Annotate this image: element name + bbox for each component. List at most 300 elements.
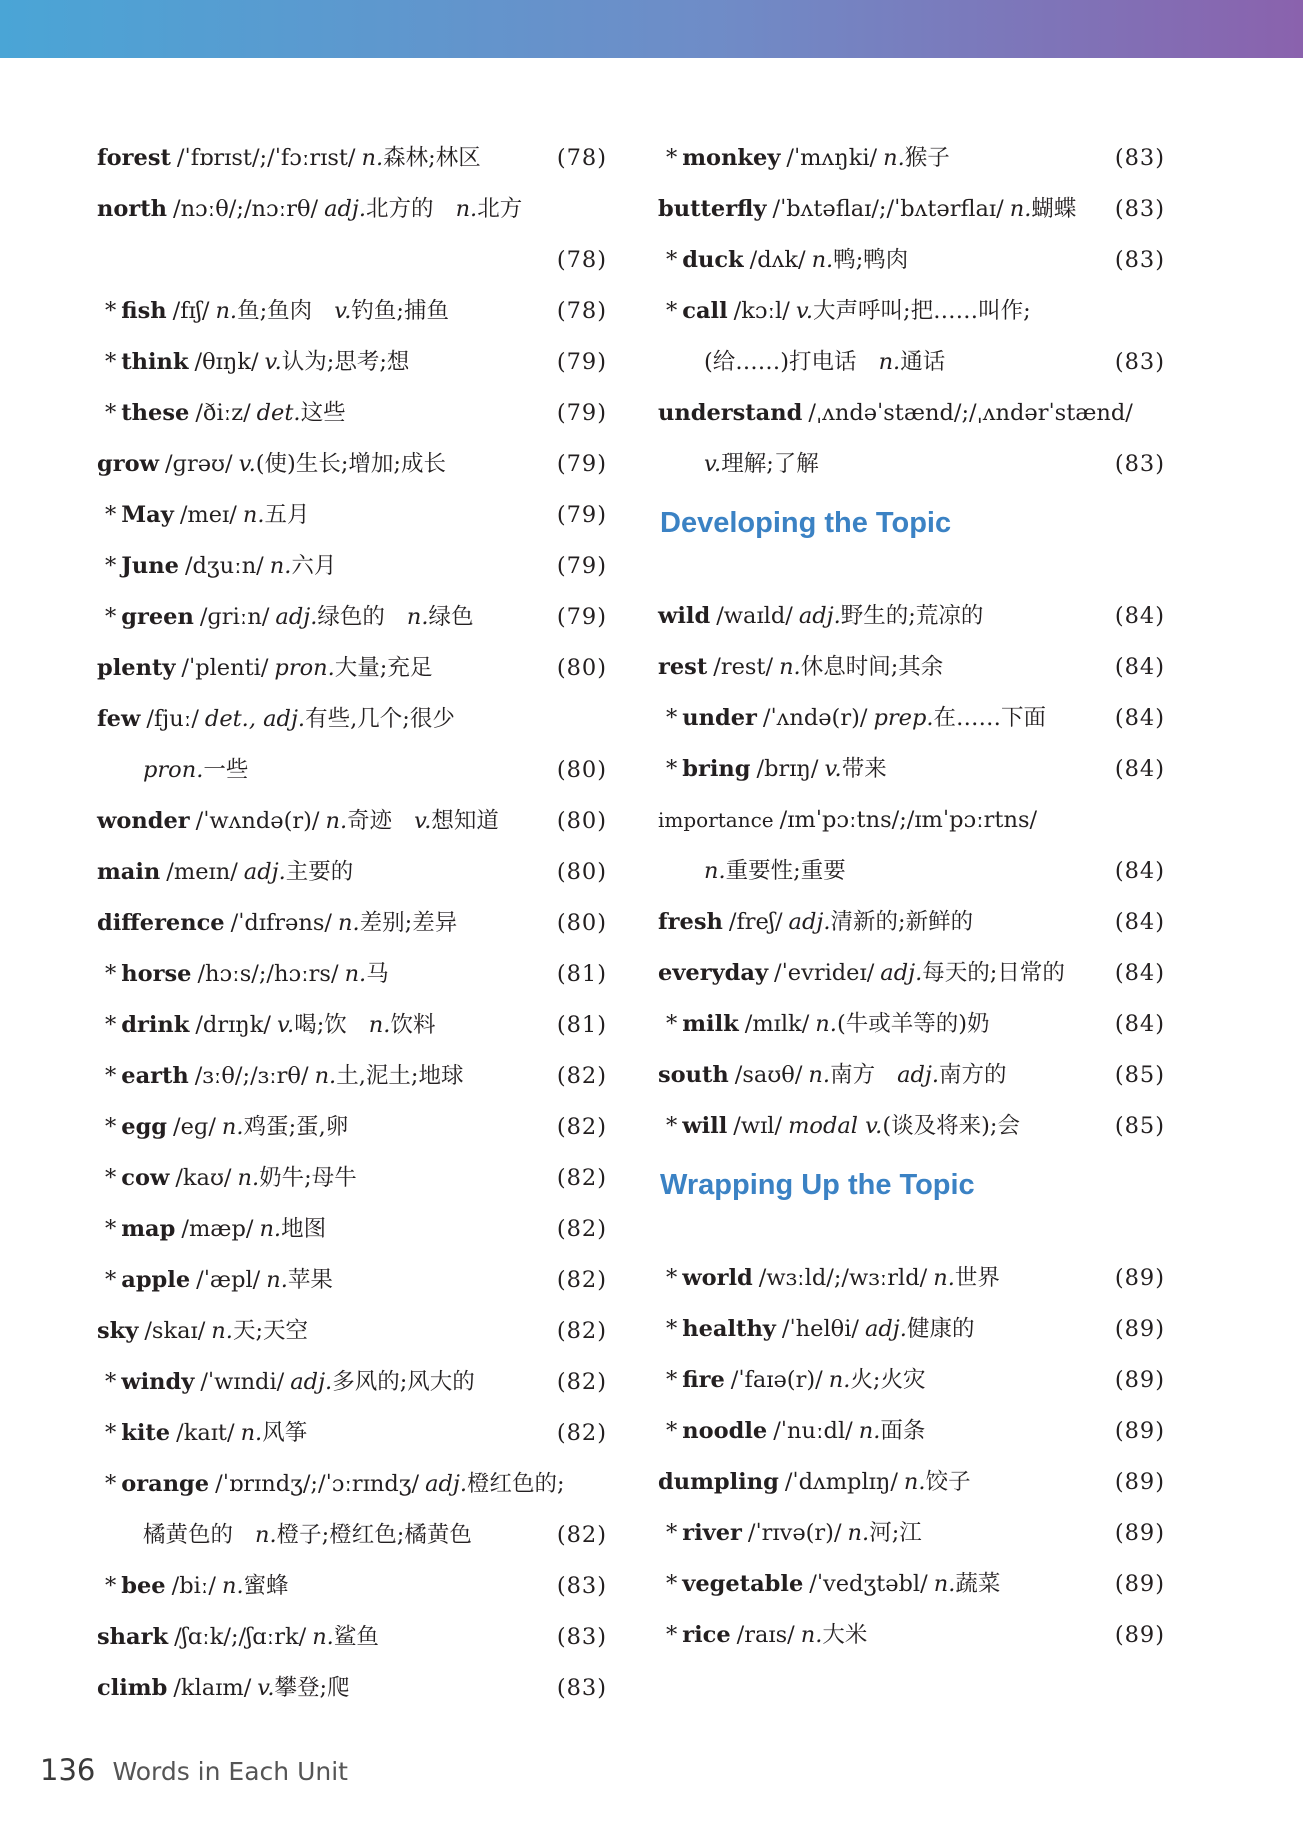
page-reference: (80) [556, 655, 607, 681]
vocab-entry [97, 439, 607, 490]
phonetic: /fɪʃ/ [172, 298, 210, 324]
page-reference: (80) [556, 757, 607, 783]
vocab-entry [97, 1306, 607, 1357]
phonetic: /ˈevrideɪ/ [774, 960, 875, 986]
phonetic: /ˈdɪfrəns/ [230, 910, 332, 936]
page-reference: (89) [1114, 1316, 1165, 1342]
page-reference: (79) [556, 502, 607, 528]
page-reference: (84) [1114, 960, 1165, 986]
meaning: 野生的;荒凉的 [840, 603, 984, 629]
meaning: 蜜蜂 [243, 1573, 289, 1599]
headword: climb [97, 1675, 168, 1701]
vocab-entry [97, 490, 607, 541]
meaning: 南方的 [939, 1062, 1007, 1088]
entry-text [666, 1304, 974, 1355]
page-reference: (84) [1114, 654, 1165, 680]
entry-text [658, 897, 973, 948]
entry-text [666, 1253, 1000, 1304]
entry-text [105, 1408, 307, 1459]
entry-text [97, 439, 446, 490]
part-of-speech: det. [256, 400, 301, 426]
meaning: 差别;差异 [359, 910, 458, 936]
entry-continuation [658, 337, 1165, 388]
headword: June [121, 553, 179, 579]
entry-continuation [97, 235, 607, 286]
entry-text [97, 1306, 308, 1357]
part-of-speech: adj. [290, 1369, 333, 1395]
star-marker: * [105, 349, 117, 375]
page-footer [40, 1753, 348, 1787]
meaning: 鱼;鱼肉 [237, 298, 313, 324]
headword: these [121, 400, 190, 426]
phonetic: /ʃɑːk/;/ʃɑːrk/ [174, 1624, 307, 1650]
headword: bee [121, 1573, 166, 1599]
headword: wonder [97, 808, 190, 834]
meaning: 绿色 [428, 604, 474, 630]
entry-text [666, 1355, 925, 1406]
headword: shark [97, 1624, 169, 1650]
vocab-entry [97, 337, 607, 388]
page-reference: (82) [556, 1369, 607, 1395]
phonetic: /ˈwʌndə(r)/ [195, 808, 320, 834]
phonetic: /θɪŋk/ [194, 349, 259, 375]
headword: rest [658, 654, 708, 680]
headword: milk [682, 1011, 739, 1037]
vocab-entry [658, 184, 1165, 235]
star-marker: * [666, 1367, 678, 1393]
phonetic: /rest/ [713, 654, 774, 680]
vocab-entry [97, 388, 607, 439]
vocab-entry [97, 1102, 607, 1153]
phonetic: /klaɪm/ [173, 1675, 252, 1701]
star-marker: * [105, 400, 117, 426]
headword: rice [682, 1622, 731, 1648]
part-of-speech: prep. [873, 705, 934, 731]
star-marker: * [105, 1063, 117, 1089]
phonetic: /waɪld/ [716, 603, 793, 629]
page-reference: (78) [556, 298, 607, 324]
vocab-entry [97, 643, 607, 694]
page-reference: (85) [1114, 1113, 1165, 1139]
headword: horse [121, 961, 192, 987]
phonetic: /hɔːs/;/hɔːrs/ [197, 961, 339, 987]
headword: fire [682, 1367, 725, 1393]
page-reference: (83) [556, 1675, 607, 1701]
vocab-entry [97, 286, 607, 337]
page-reference: (89) [1114, 1571, 1165, 1597]
star-marker: * [105, 1114, 117, 1140]
meaning: 大量;充足 [334, 655, 433, 681]
meaning: 六月 [291, 553, 337, 579]
vocab-entry [97, 1357, 607, 1408]
phonetic: /freʃ/ [728, 909, 783, 935]
phonetic: /ˈʌndə(r)/ [762, 705, 868, 731]
entry-text [658, 1457, 971, 1508]
entry-text [105, 1255, 333, 1306]
headword: map [121, 1216, 176, 1242]
phonetic: /ˈfaɪə(r)/ [730, 1367, 823, 1393]
page-number: 136 [40, 1753, 96, 1787]
meaning: 清新的;新鲜的 [830, 909, 974, 935]
part-of-speech: n. [800, 1622, 823, 1648]
part-of-speech: n. [259, 1216, 282, 1242]
phonetic: /eɡ/ [173, 1114, 216, 1140]
meaning: (谈及将来);会 [882, 1113, 1020, 1139]
part-of-speech: n. [1009, 196, 1032, 222]
vocab-entry [658, 642, 1165, 693]
entry-text [105, 1051, 463, 1102]
part-of-speech: n. [338, 910, 360, 936]
headword: think [121, 349, 189, 375]
meaning: 多风的;风大的 [332, 1369, 475, 1395]
headword: plenty [97, 655, 176, 681]
entry-text [666, 286, 1031, 337]
meaning: 猴子 [904, 145, 950, 171]
entry-text [97, 898, 457, 949]
entry-text [97, 133, 481, 184]
meaning: 土,泥土;地球 [336, 1063, 464, 1089]
vocab-entry [658, 999, 1165, 1050]
meaning: 橘黄色的 [143, 1522, 234, 1548]
phonetic: /fjuː/ [146, 706, 199, 732]
star-marker: * [105, 1216, 117, 1242]
part-of-speech: adj. [425, 1471, 468, 1497]
part-of-speech: v. [264, 349, 282, 375]
meaning: 蝴蝶 [1031, 196, 1077, 222]
left-column [97, 133, 607, 1714]
vocab-entry [97, 1612, 607, 1663]
phonetic: /ˌʌndəˈstænd/;/ˌʌndərˈstænd/ [808, 400, 1133, 426]
right-column [658, 133, 1165, 1661]
meaning: 南方 [830, 1062, 876, 1088]
phonetic: /ˈnuːdl/ [773, 1418, 853, 1444]
star-marker: * [666, 1011, 678, 1037]
vocab-entry [97, 1000, 607, 1051]
vocab-entry [658, 1050, 1165, 1101]
part-of-speech: n. [242, 502, 265, 528]
headword: noodle [682, 1418, 768, 1444]
meaning: 北方的 [366, 196, 434, 222]
part-of-speech: adj. [243, 859, 286, 885]
page-reference: (83) [556, 1624, 607, 1650]
phonetic: /biː/ [171, 1573, 216, 1599]
star-marker: * [666, 705, 678, 731]
page-reference: (84) [1114, 705, 1165, 731]
phonetic: /ɜːθ/;/ɜːrθ/ [194, 1063, 309, 1089]
phonetic: /nɔːθ/;/nɔːrθ/ [172, 196, 319, 222]
entry-text [105, 388, 346, 439]
page-reference: (78) [556, 247, 607, 273]
vocab-entry [97, 1408, 607, 1459]
headword: duck [682, 247, 744, 273]
headword: under [682, 705, 757, 731]
phonetic: /drɪŋk/ [195, 1012, 271, 1038]
vocab-entry [658, 1101, 1165, 1152]
phonetic: /meɪ/ [179, 502, 237, 528]
meaning: 鸭;鸭肉 [833, 247, 909, 273]
part-of-speech: n. [933, 1265, 955, 1291]
part-of-speech: n. [255, 1522, 277, 1548]
vocab-entry [97, 847, 607, 898]
headword: will [682, 1113, 728, 1139]
part-of-speech: n. [215, 298, 238, 324]
entry-text [658, 642, 943, 693]
phonetic: /ˈplenti/ [181, 655, 269, 681]
star-marker: * [666, 1113, 678, 1139]
part-of-speech: n. [883, 145, 905, 171]
headword: sky [97, 1318, 139, 1344]
part-of-speech: v. [824, 756, 842, 782]
phonetic: /ɡrəʊ/ [164, 451, 233, 477]
entry-text [97, 847, 353, 898]
page-reference: (89) [1114, 1622, 1165, 1648]
entry-text [143, 1510, 472, 1561]
headword: butterfly [658, 196, 767, 222]
vocab-entry [658, 1508, 1165, 1559]
headword: dumpling [658, 1469, 779, 1495]
meaning: 风筝 [262, 1420, 308, 1446]
entry-text [704, 439, 819, 490]
page-reference: (89) [1114, 1520, 1165, 1546]
star-marker: * [105, 1573, 117, 1599]
vocab-entry [658, 1457, 1165, 1508]
phonetic: /ˈhelθi/ [781, 1316, 859, 1342]
meaning: 主要的 [285, 859, 354, 885]
phonetic: /ˈwɪndi/ [200, 1369, 285, 1395]
part-of-speech: adj. [880, 960, 923, 986]
page-reference: (84) [1114, 1011, 1165, 1037]
star-marker: * [666, 756, 678, 782]
phonetic: /ˈbʌtəflaɪ/;/ˈbʌtərflaɪ/ [772, 196, 1004, 222]
entry-text [666, 744, 887, 795]
star-marker: * [666, 1316, 678, 1342]
vocab-entry [97, 133, 607, 184]
meaning: 绿色的 [317, 604, 385, 630]
headword: grow [97, 451, 159, 477]
meaning: 带来 [841, 756, 887, 782]
vocab-entry [97, 1051, 607, 1102]
part-of-speech: n. [903, 1469, 926, 1495]
vocab-entry [97, 1561, 607, 1612]
meaning: 有些,几个;很少 [305, 706, 455, 732]
star-marker: * [666, 247, 678, 273]
phonetic: /ˈæpl/ [196, 1267, 261, 1293]
entry-text [97, 184, 522, 235]
headword: May [121, 502, 174, 528]
vocab-entry [658, 388, 1165, 439]
vocab-entry [658, 1355, 1165, 1406]
meaning: 北方 [477, 196, 523, 222]
part-of-speech: pron. [143, 757, 204, 783]
headword: everyday [658, 960, 769, 986]
headword: river [682, 1520, 742, 1546]
headword: south [658, 1062, 729, 1088]
part-of-speech: v. [277, 1012, 295, 1038]
page-reference: (79) [556, 553, 607, 579]
meaning: 五月 [264, 502, 310, 528]
phonetic: /ɡriːn/ [199, 604, 270, 630]
part-of-speech: pron. [274, 655, 335, 681]
page-reference: (81) [556, 1012, 607, 1038]
phonetic: /dʒuːn/ [184, 553, 264, 579]
page-reference: (82) [556, 1267, 607, 1293]
vocab-entry [658, 948, 1165, 999]
entry-text [658, 388, 1133, 439]
vocab-entry [658, 1610, 1165, 1661]
page-reference: (84) [1114, 858, 1165, 884]
phonetic: /kaʊ/ [175, 1165, 232, 1191]
meaning: 河;江 [869, 1520, 922, 1546]
entry-text [97, 796, 499, 847]
star-marker: * [666, 1520, 678, 1546]
page-reference: (84) [1114, 603, 1165, 629]
headword: few [97, 706, 141, 732]
page-reference: (80) [556, 910, 607, 936]
page-reference: (79) [556, 400, 607, 426]
meaning: 想知道 [431, 808, 499, 834]
part-of-speech: n. [221, 1114, 244, 1140]
part-of-speech: n. [361, 145, 384, 171]
entry-text [658, 184, 1076, 235]
star-marker: * [666, 298, 678, 324]
entry-text [105, 1153, 357, 1204]
part-of-speech: n. [314, 1063, 337, 1089]
meaning: 大米 [822, 1622, 868, 1648]
page-reference: (79) [556, 604, 607, 630]
page-reference: (82) [556, 1420, 607, 1446]
part-of-speech: n. [847, 1520, 870, 1546]
headword: fish [121, 298, 167, 324]
page-reference: (79) [556, 349, 607, 375]
headword: world [682, 1265, 753, 1291]
page-reference: (83) [1114, 247, 1165, 273]
headword: green [121, 604, 194, 630]
star-marker: * [105, 1165, 117, 1191]
page-reference: (83) [1114, 349, 1165, 375]
meaning: 休息时间;其余 [800, 654, 944, 680]
phonetic: /ˈfɒrɪst/;/ˈfɔːrɪst/ [176, 145, 356, 171]
page-reference: (85) [1114, 1062, 1165, 1088]
page-reference: (78) [556, 145, 607, 171]
meaning: 认为;思考;想 [281, 349, 410, 375]
vocab-entry [97, 1255, 607, 1306]
entry-text [105, 1459, 565, 1510]
headword: drink [121, 1012, 190, 1038]
meaning: 鲨鱼 [333, 1624, 379, 1650]
part-of-speech: n. [811, 247, 834, 273]
vocab-entry [658, 235, 1165, 286]
meaning: 大声呼叫;把……叫作; [813, 298, 1031, 324]
vocab-entry [658, 897, 1165, 948]
meaning: 马 [366, 961, 389, 987]
page-reference: (82) [556, 1063, 607, 1089]
page-reference: (82) [556, 1216, 607, 1242]
part-of-speech: n. [704, 858, 726, 884]
headword: main [97, 859, 161, 885]
phonetic: /wɜːld/;/wɜːrld/ [758, 1265, 928, 1291]
vocab-entry [97, 541, 607, 592]
entry-text [97, 1612, 379, 1663]
page-reference: (84) [1114, 756, 1165, 782]
page-reference: (89) [1114, 1367, 1165, 1393]
headword: bring [682, 756, 751, 782]
entry-text [658, 795, 1037, 846]
phonetic: /dʌk/ [749, 247, 806, 273]
headword: earth [121, 1063, 189, 1089]
star-marker: * [666, 1622, 678, 1648]
meaning: 苹果 [287, 1267, 333, 1293]
page-reference: (84) [1114, 909, 1165, 935]
section-heading-text: Developing the Topic [660, 507, 952, 539]
vocab-entry [97, 949, 607, 1000]
phonetic: /skaɪ/ [144, 1318, 206, 1344]
page-reference: (89) [1114, 1469, 1165, 1495]
vocab-entry [658, 591, 1165, 642]
meaning: 面条 [880, 1418, 926, 1444]
phonetic: /mɪlk/ [744, 1011, 810, 1037]
meaning: 在……下面 [933, 705, 1047, 731]
part-of-speech: n. [240, 1420, 263, 1446]
entry-text [658, 1050, 1007, 1101]
phonetic: /ˈɒrɪndʒ/;/ˈɔːrɪndʒ/ [215, 1471, 420, 1497]
phonetic: /ˈmʌŋki/ [786, 145, 878, 171]
phonetic: /saʊθ/ [734, 1062, 803, 1088]
star-marker: * [105, 502, 117, 528]
part-of-speech: modal v. [788, 1113, 883, 1139]
headword: apple [121, 1267, 191, 1293]
star-marker: * [666, 1265, 678, 1291]
part-of-speech: v. [238, 451, 256, 477]
phonetic: /raɪs/ [736, 1622, 795, 1648]
entry-continuation [97, 745, 607, 796]
entry-text [105, 1000, 435, 1051]
page-reference: (89) [1114, 1265, 1165, 1291]
section-heading-text: Wrapping Up the Topic [660, 1169, 975, 1201]
phonetic: /meɪn/ [166, 859, 238, 885]
vocab-entry [658, 693, 1165, 744]
page-reference: (89) [1114, 1418, 1165, 1444]
page-reference: (80) [556, 859, 607, 885]
entry-text [666, 693, 1046, 744]
meaning: 地图 [281, 1216, 327, 1242]
page-reference: (83) [556, 1573, 607, 1599]
page-reference: (82) [556, 1114, 607, 1140]
section-heading [658, 490, 1165, 591]
entry-text [105, 592, 474, 643]
page-reference: (82) [556, 1318, 607, 1344]
entry-text [658, 591, 983, 642]
meaning: 天;天空 [232, 1318, 309, 1344]
star-marker: * [105, 1012, 117, 1038]
phonetic: /ˈdʌmplɪŋ/ [784, 1469, 898, 1495]
star-marker: * [105, 961, 117, 987]
vocab-entry [658, 1406, 1165, 1457]
meaning: 健康的 [906, 1316, 975, 1342]
top-banner [0, 0, 1303, 58]
meaning: 每天的;日常的 [922, 960, 1065, 986]
star-marker: * [105, 1369, 117, 1395]
entry-text [666, 133, 950, 184]
entry-text [97, 643, 432, 694]
headword: north [97, 196, 167, 222]
entry-text [666, 1101, 1020, 1152]
vocab-entry [97, 1153, 607, 1204]
part-of-speech: n. [269, 553, 292, 579]
phonetic: /brɪŋ/ [756, 756, 819, 782]
vocab-entry [97, 694, 607, 745]
part-of-speech: n. [325, 808, 348, 834]
phonetic: /wɪl/ [733, 1113, 783, 1139]
